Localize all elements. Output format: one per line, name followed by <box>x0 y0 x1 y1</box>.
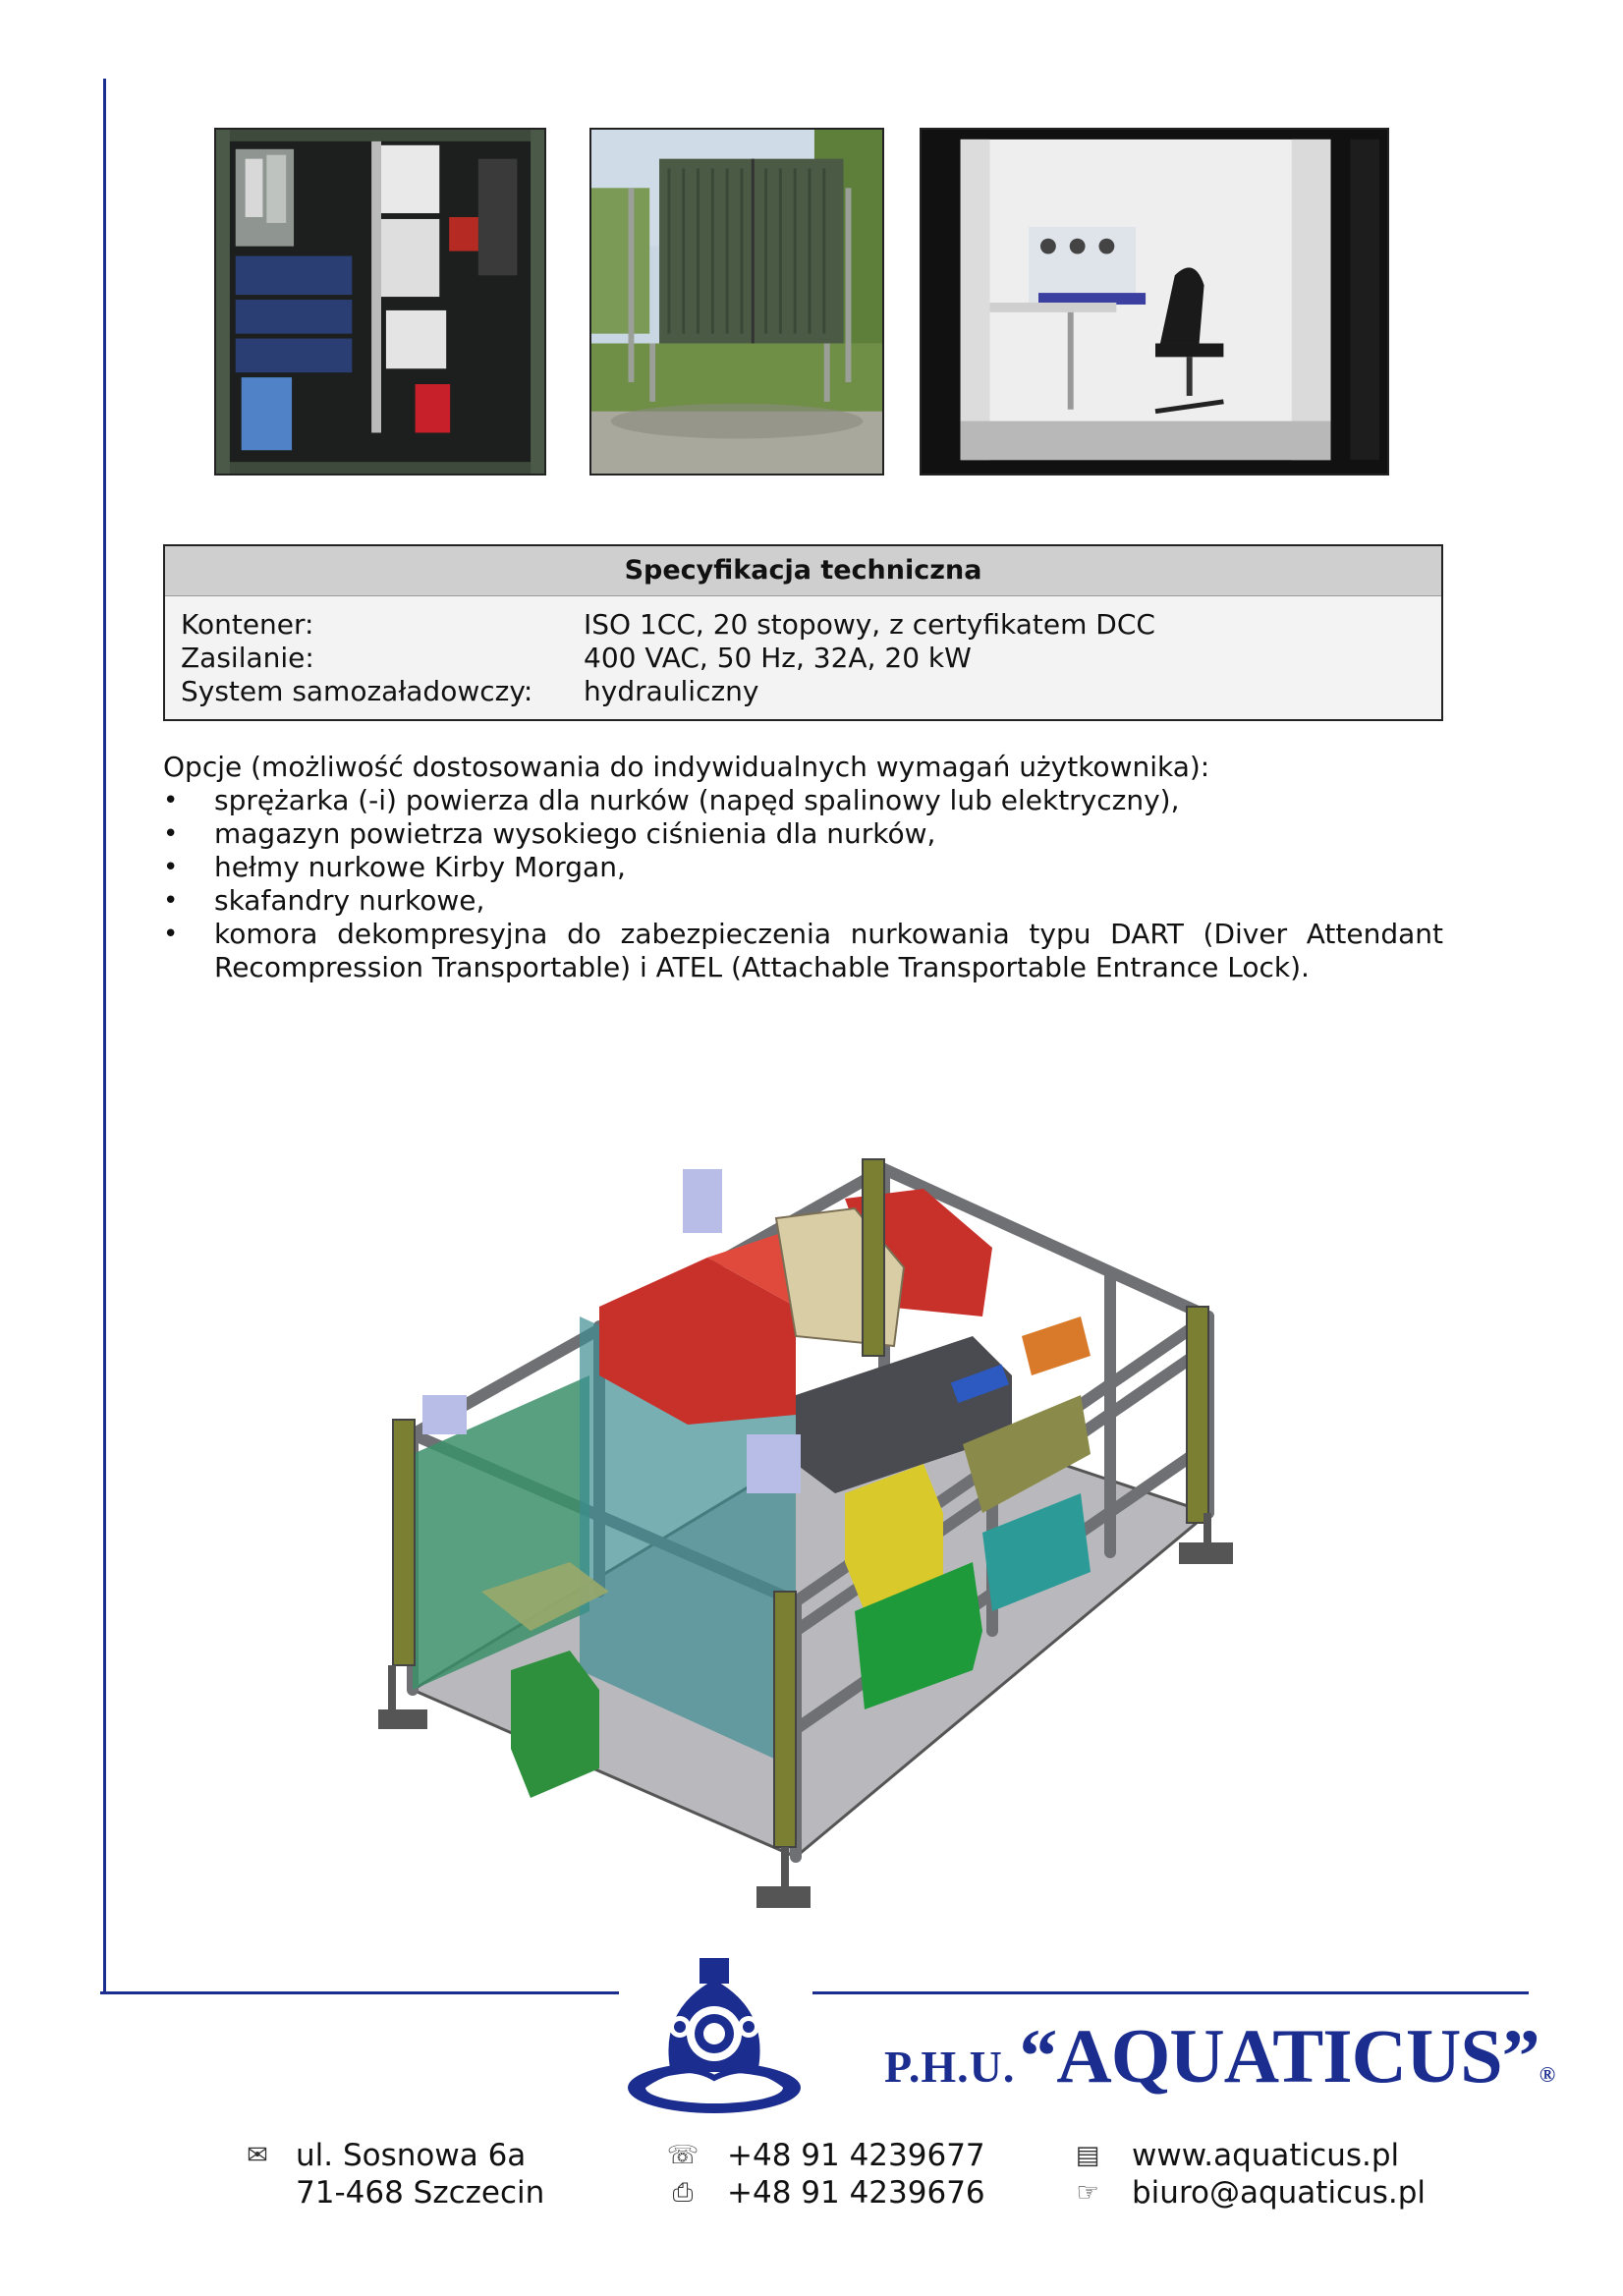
spec-table-title: Specyfikacja techniczna <box>165 546 1441 596</box>
fax-number: +48 91 4239676 <box>727 2175 985 2211</box>
list-item: • skafandry nurkowe, <box>163 884 1443 918</box>
spec-row <box>181 608 1441 642</box>
options-intro: Opcje (możliwość dostosowania do indywidualnych wymagań użytkownika): <box>163 751 1210 783</box>
photo-container-equipment <box>214 128 546 476</box>
spec-row-value: ISO 1CC, 20 stopowy, z certyfikatem DCC <box>584 608 1155 641</box>
address-line-1: ul. Sosnowa 6a <box>296 2138 527 2173</box>
footer-rule-left <box>100 1991 619 1994</box>
list-item: • komora dekompresyjna do zabezpieczenia nurkowania typu DART (Diver Attendant Recompression Transportable) i ATEL (Attachable Transportable Entrance Lock). <box>163 918 1443 984</box>
contact-online <box>1071 2137 1426 2212</box>
list-item: • magazyn powietrza wysokiego ciśnienia dla nurków, <box>163 817 1443 851</box>
options-section <box>163 751 1443 984</box>
logo-registered-mark: ® <box>1539 2062 1556 2087</box>
spec-row-label: Zasilanie: <box>181 642 314 674</box>
spec-row-value: hydrauliczny <box>584 675 759 707</box>
envelope-icon: ✉ <box>247 2141 268 2170</box>
contact-address <box>241 2137 544 2212</box>
mouse-icon: ☞ <box>1076 2178 1099 2208</box>
spec-row-label: System samozaładowczy: <box>181 675 533 707</box>
spec-row <box>181 675 1441 708</box>
diving-helmet-icon <box>621 1950 808 2117</box>
website-link[interactable]: www.aquaticus.pl <box>1132 2138 1400 2173</box>
spec-row-value: 400 VAC, 50 Hz, 32A, 20 kW <box>584 642 972 674</box>
contact-phones <box>666 2137 985 2212</box>
spec-row <box>181 642 1441 675</box>
spec-table <box>163 544 1443 721</box>
spec-row-label: Kontener: <box>181 608 314 641</box>
footer-rule-right <box>812 1991 1529 1994</box>
computer-icon: ▤ <box>1075 2141 1100 2170</box>
spec-table-body <box>165 596 1441 708</box>
photo-container-interior <box>920 128 1389 476</box>
photo-container-on-legs <box>589 128 884 476</box>
list-item: • sprężarka (-i) powierza dla nurków (napęd spalinowy lub elektryczny), <box>163 784 1443 817</box>
logo-prefix: P.H.U. <box>884 2042 1016 2092</box>
options-list <box>163 784 1443 984</box>
phone-number: +48 91 4239677 <box>727 2138 985 2173</box>
logo-name: “AQUATICUS” <box>1019 2013 1539 2099</box>
fax-icon: ⎙ <box>672 2178 694 2208</box>
telephone-icon: ☏ <box>666 2141 700 2170</box>
email-link[interactable]: biuro@aquaticus.pl <box>1132 2175 1427 2211</box>
container-3d-drawing <box>334 1081 1258 1916</box>
company-logo-text <box>884 2012 1555 2100</box>
list-item: • hełmy nurkowe Kirby Morgan, <box>163 851 1443 884</box>
left-border-line <box>103 79 106 1994</box>
address-line-2: 71-468 Szczecin <box>296 2175 545 2211</box>
